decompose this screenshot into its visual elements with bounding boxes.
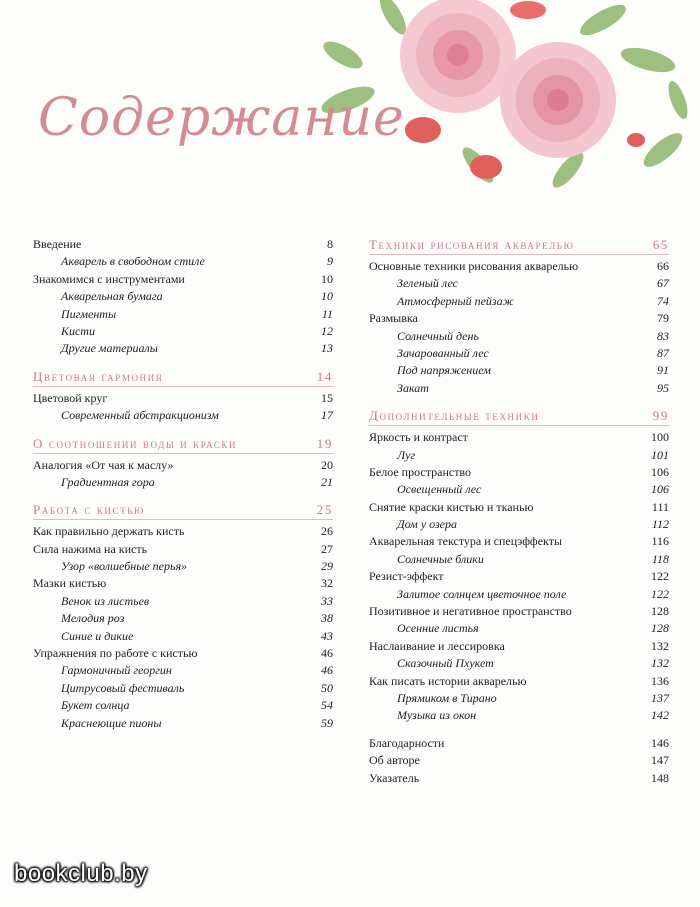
watermark: bookclub.by	[14, 860, 148, 887]
rose-right	[500, 42, 616, 158]
toc-label: Мелодия роз	[61, 611, 125, 626]
toc-left-column	[33, 236, 333, 732]
toc-entry[interactable]	[369, 752, 669, 769]
toc-label: Под напряжением	[397, 363, 491, 378]
toc-page-number: 17	[321, 408, 333, 423]
toc-page-number: 26	[321, 524, 333, 539]
toc-subentry[interactable]	[369, 481, 669, 498]
toc-page-number: 95	[657, 380, 669, 395]
toc-subentry[interactable]	[33, 610, 333, 627]
toc-page-number: 112	[651, 517, 669, 532]
toc-subentry[interactable]	[33, 407, 333, 424]
toc-page-number: 116	[651, 534, 669, 549]
toc-entry[interactable]	[369, 638, 669, 655]
toc-page-number: 14	[316, 368, 333, 384]
toc-label: Букет солнца	[61, 698, 130, 713]
toc-label: Об авторе	[369, 753, 420, 768]
toc-page-number: 66	[657, 259, 669, 273]
toc-page-number: 12	[321, 323, 333, 338]
toc-label: Цветовая гармония	[33, 368, 164, 384]
toc-entry[interactable]	[369, 603, 669, 620]
toc-page-number: 142	[651, 708, 669, 723]
toc-label: Сила нажима на кисть	[33, 541, 148, 556]
toc-page-number: 21	[321, 474, 333, 489]
toc-label: Знакомимся с инструментами	[33, 271, 185, 286]
toc-page-number: 9	[327, 254, 333, 269]
toc-page-number: 132	[651, 638, 669, 653]
toc-page-number: 122	[651, 569, 669, 584]
page-title: Содержание	[38, 88, 405, 148]
toc-label: Благодарности	[369, 735, 445, 750]
toc-label: Указатель	[369, 770, 420, 785]
toc-page-number: 118	[651, 551, 669, 566]
toc-label: Освещенный лес	[397, 482, 482, 497]
toc-page-number: 128	[651, 604, 669, 619]
toc-section-heading[interactable]	[33, 368, 333, 387]
toc-label: Гармоничный георгин	[61, 663, 172, 678]
toc-entry[interactable]	[369, 429, 669, 446]
toc-page-number: 13	[321, 341, 333, 356]
toc-subentry[interactable]	[369, 551, 669, 568]
toc-page-number: 33	[321, 593, 333, 608]
toc-label: Наслаивание и лессировка	[369, 638, 505, 653]
toc-page-number: 15	[321, 390, 333, 405]
toc-label: Цветовой круг	[33, 390, 108, 405]
toc-subentry[interactable]	[33, 662, 333, 679]
toc-subentry[interactable]	[369, 586, 669, 603]
toc-entry[interactable]	[33, 523, 333, 540]
toc-entry[interactable]	[369, 735, 669, 752]
toc-page-number: 10	[321, 289, 333, 304]
toc-label: Позитивное и негативное пространство	[369, 604, 572, 619]
toc-right-column	[369, 236, 669, 787]
toc-label: Работа с кистью	[33, 502, 145, 518]
toc-label: Техники рисования акварелью	[369, 237, 575, 252]
toc-entry[interactable]	[33, 541, 333, 558]
toc-section-heading[interactable]	[33, 435, 333, 454]
toc-entry[interactable]	[369, 673, 669, 690]
toc-page-number: 54	[321, 698, 333, 713]
toc-label: Синие и дикие	[61, 628, 134, 643]
toc-subentry[interactable]	[33, 697, 333, 714]
toc-subentry[interactable]	[369, 690, 669, 707]
toc-label: Как писать истории акварелью	[369, 673, 527, 688]
toc-label: Мазки кистью	[33, 576, 107, 591]
toc-page-number: 46	[321, 646, 333, 661]
toc-page-number: 87	[657, 345, 669, 360]
toc-section-heading[interactable]	[33, 501, 333, 520]
toc-label: Акварельная текстура и спецэффекты	[369, 534, 563, 549]
toc-subentry[interactable]	[33, 340, 333, 357]
toc-page-number: 20	[321, 457, 333, 472]
toc-page-number: 43	[321, 628, 333, 643]
toc-subentry[interactable]	[33, 253, 333, 270]
toc-page-number: 132	[651, 656, 669, 671]
toc-entry[interactable]	[33, 457, 333, 474]
toc-page-number: 136	[651, 673, 669, 688]
toc-subentry[interactable]	[33, 323, 333, 340]
rose-left	[400, 0, 516, 113]
toc-label: Дополнительные техники	[369, 408, 540, 424]
toc-subentry[interactable]	[369, 328, 669, 345]
toc-subentry[interactable]	[369, 380, 669, 397]
toc-page-number: 83	[657, 328, 669, 343]
toc-page-number: 99	[652, 408, 669, 424]
toc-label: Цитрусовый фестиваль	[61, 680, 185, 695]
toc-entry[interactable]	[369, 568, 669, 585]
toc-page-number: 67	[657, 276, 669, 291]
toc-label: Закат	[397, 380, 429, 395]
toc-page-number: 128	[651, 621, 669, 636]
toc-page-number: 32	[321, 576, 333, 591]
toc-label: Атмосферный пейзаж	[397, 293, 514, 308]
toc-page-number: 111	[651, 499, 669, 514]
toc-label: Дом у озера	[397, 517, 458, 532]
toc-label: Основные техники рисования акварелью	[369, 259, 579, 273]
toc-section-heading[interactable]	[369, 236, 669, 255]
toc-page-number: 65	[652, 237, 669, 252]
toc-page-number: 148	[651, 770, 669, 785]
toc-label: О соотношении воды и краски	[33, 435, 238, 451]
toc-subentry[interactable]	[369, 362, 669, 379]
toc-page-number: 106	[651, 464, 669, 479]
toc-entry[interactable]	[369, 499, 669, 516]
toc-label: Солнечные блики	[397, 551, 484, 566]
toc-page-number: 10	[321, 271, 333, 286]
toc-label: Резист-эффект	[369, 569, 444, 584]
toc-subentry[interactable]	[369, 516, 669, 533]
toc-label: Осенние листья	[397, 621, 479, 636]
toc-subentry[interactable]	[369, 275, 669, 292]
toc-entry[interactable]	[33, 645, 333, 662]
toc-subentry[interactable]	[33, 288, 333, 305]
toc-page-number: 146	[651, 735, 669, 750]
toc-label: Современный абстракционизм	[61, 408, 219, 423]
toc-label: Луг	[397, 447, 416, 462]
toc-label: Прямиком в Тирано	[397, 690, 497, 705]
toc-entry[interactable]	[33, 236, 333, 253]
toc-page-number: 38	[321, 611, 333, 626]
toc-label: Снятие краски кистью и тканью	[369, 499, 534, 514]
toc-label: Музыка из окон	[397, 708, 477, 723]
toc-page-number: 50	[321, 680, 333, 695]
toc-subentry[interactable]	[33, 306, 333, 323]
toc-label: Зачарованный лес	[397, 345, 489, 360]
toc-subentry[interactable]	[33, 715, 333, 732]
toc-label: Пигменты	[61, 306, 117, 321]
toc-page-number: 137	[651, 690, 669, 705]
toc-label: Упражнения по работе с кистью	[33, 646, 198, 661]
toc-subentry[interactable]	[369, 655, 669, 672]
toc-page-number: 27	[321, 541, 333, 556]
toc-page-number: 101	[651, 447, 669, 462]
toc-entry[interactable]	[33, 575, 333, 592]
toc-label: Узор «волшебные перья»	[61, 559, 188, 574]
toc-page-number: 25	[316, 502, 333, 518]
toc-label: Как правильно держать кисть	[33, 524, 185, 539]
toc-page-number: 79	[657, 311, 669, 326]
toc-subentry[interactable]	[369, 707, 669, 724]
toc-entry[interactable]	[369, 533, 669, 550]
toc-page-number: 74	[657, 293, 669, 308]
toc-entry[interactable]	[33, 390, 333, 407]
toc-subentry[interactable]	[33, 628, 333, 645]
toc-page-number: 91	[657, 363, 669, 378]
toc-label: Залитое солнцем цветочное поле	[397, 586, 567, 601]
toc-subentry[interactable]	[369, 293, 669, 310]
toc-page-number: 11	[321, 306, 333, 321]
toc-label: Аналогия «От чая к маслу»	[33, 457, 174, 472]
toc-page-number: 100	[651, 430, 669, 445]
toc-entry[interactable]	[33, 271, 333, 288]
toc-entry[interactable]	[369, 258, 669, 275]
toc-subentry[interactable]	[369, 447, 669, 464]
toc-label: Солнечный день	[397, 328, 479, 343]
toc-entry[interactable]	[369, 770, 669, 787]
toc-subentry[interactable]	[369, 345, 669, 362]
toc-subentry[interactable]	[33, 558, 333, 575]
toc-page-number: 59	[321, 715, 333, 730]
toc-subentry[interactable]	[33, 593, 333, 610]
toc-label: Акварельная бумага	[61, 289, 163, 304]
toc-subentry[interactable]	[369, 620, 669, 637]
toc-label: Размывка	[369, 311, 418, 326]
toc-page-number: 147	[651, 753, 669, 768]
toc-page-number: 29	[321, 559, 333, 574]
toc-label: Венок из листьев	[61, 593, 150, 608]
toc-label: Белое пространство	[369, 464, 472, 479]
toc-page-number: 122	[651, 586, 669, 601]
toc-section-heading[interactable]	[369, 407, 669, 426]
toc-label: Введение	[33, 237, 82, 251]
toc-label: Другие материалы	[61, 341, 158, 356]
toc-page-number: 19	[316, 435, 333, 451]
toc-label: Зеленый лес	[397, 276, 458, 291]
toc-page-number: 8	[327, 237, 333, 251]
toc-label: Яркость и контраст	[369, 430, 468, 445]
toc-entry[interactable]	[369, 464, 669, 481]
toc-label: Акварель в свободном стиле	[61, 254, 206, 269]
toc-page-number: 46	[321, 663, 333, 678]
toc-label: Кисти	[61, 323, 95, 338]
toc-subentry[interactable]	[33, 474, 333, 491]
toc-page-number: 106	[651, 482, 669, 497]
toc-label: Градиентная гора	[61, 474, 155, 489]
toc-label: Сказочный Пхукет	[397, 656, 494, 671]
toc-label: Краснеющие пионы	[61, 715, 162, 730]
toc-subentry[interactable]	[33, 680, 333, 697]
toc-entry[interactable]	[369, 310, 669, 327]
